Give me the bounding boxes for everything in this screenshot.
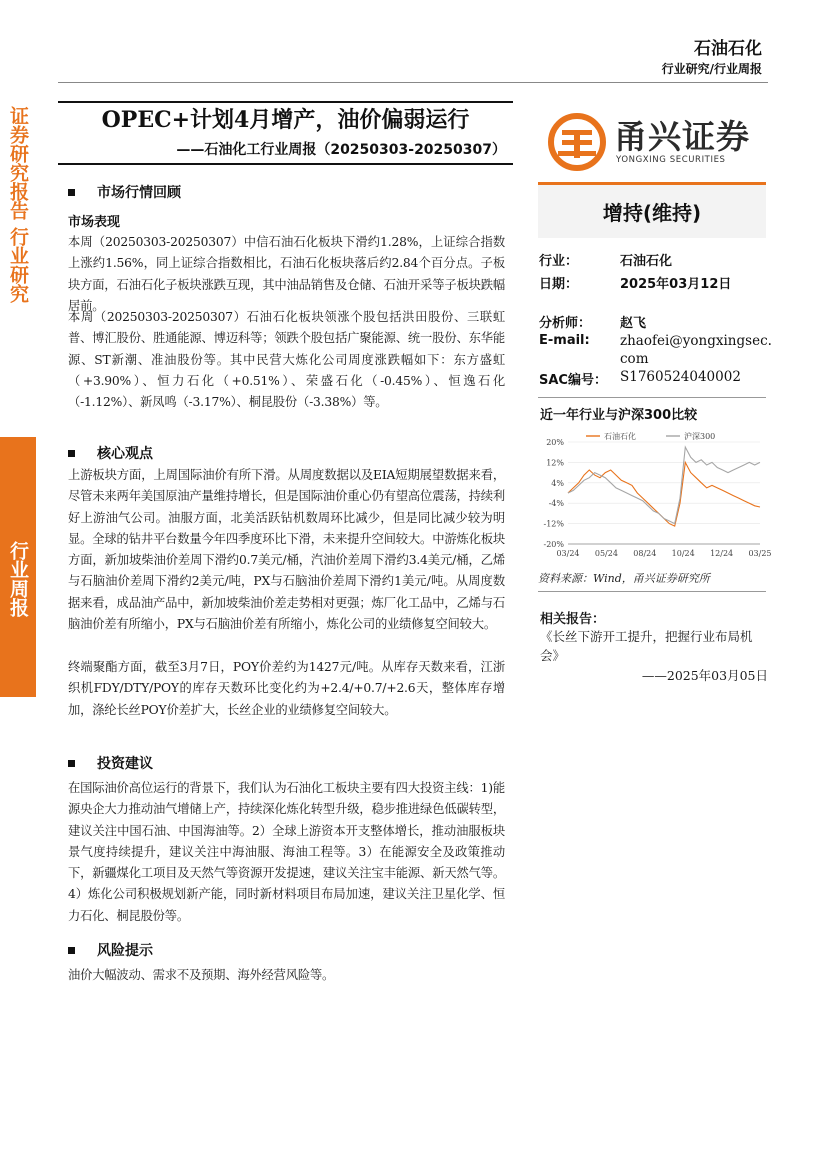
chart-y-tick-label: -12%	[543, 519, 564, 529]
chart-x-tick-label: 10/24	[671, 549, 695, 558]
core-view-paragraph-2: 终端聚酯方面，截至3月7日，POY价差约为1427元/吨。从库存天数来看，江浙织机FDY/DTY/POY的库存天数环比变化约为+2.4/+0.7/+2.6天，整体库存增加，涤纶长丝POY价差扩大，长丝企业的业绩修复空间较大。	[68, 660, 505, 717]
chart-y-tick-label: -4%	[548, 499, 564, 509]
title-bottom-rule	[58, 163, 513, 165]
side-banner-bottom	[0, 437, 36, 697]
related-report-link[interactable]: 《长丝下游开工提升，把握行业布局机会》	[540, 629, 753, 663]
section-heading: 风险提示	[97, 943, 153, 959]
logo-mark-icon	[548, 113, 606, 171]
logo-text-en: YONGXING SECURITIES	[616, 155, 726, 165]
chart-bottom-rule	[538, 591, 766, 592]
chart-series-line	[568, 462, 760, 526]
related-title: 相关报告：	[540, 612, 606, 627]
chart-x-tick-label: 03/24	[556, 549, 580, 558]
rating-box	[538, 182, 766, 238]
section-risk	[68, 940, 153, 960]
bullet-square-icon	[68, 760, 75, 767]
chart-top-rule	[538, 397, 766, 398]
chart-y-tick-label: 20%	[546, 438, 564, 447]
chart-x-tick-label: 12/24	[710, 549, 734, 558]
rating-value: 增持(维持)	[602, 201, 702, 225]
chart-x-tick-label: 03/25	[748, 549, 772, 558]
sac-value: S1760524040002	[620, 369, 741, 385]
chart-source: 资料来源：Wind，甬兴证券研究所	[538, 572, 710, 585]
analyst-label: 分析师：	[539, 316, 592, 331]
section-market-review	[68, 182, 181, 202]
section-heading: 市场行情回顾	[97, 185, 181, 201]
email-label: E-mail:	[539, 333, 590, 348]
related-report-date: ——2025年03月05日	[641, 668, 768, 683]
section-heading: 投资建议	[97, 756, 153, 772]
side-banner-bottom-text: 行业周报	[7, 541, 29, 617]
page-title: OPEC+计划4月增产，油价偏弱运行	[101, 107, 470, 133]
industry-value: 石油石化	[620, 254, 673, 269]
section-core-view	[68, 443, 153, 463]
company-logo	[548, 113, 750, 171]
chart-y-tick-label: 4%	[551, 478, 564, 488]
chart-legend-label: 石油石化	[604, 432, 636, 441]
bullet-square-icon	[68, 947, 75, 954]
core-view-paragraph-1: 上游板块方面，上周国际油价有所下滑。从周度数据以及EIA短期展望数据来看，尽管未来两年美国原油产量维持增长，但是国际油价重心仍有望高位震荡，持续利好上游油气公司。油服方面，北美活跃钻机数周环比减少，但是同比减少较为明显。全球的钻井平台数量今年四季度环比下滑，未来提升空间较大。中游炼化板块方面，新加坡柴油价差周下滑约0.7美元/桶，汽油价差周下滑约3.4美元/桶，乙烯与石脑油价差周下滑约2美元/吨，PX与石脑油价差周下滑约1美元/吨。从周度数据来看，成品油产品中，新加坡柴油价差走势相对更强；炼厂化工品中，乙烯与石脑油价差有所缩小，PX与石脑油价差有所缩小，炼化公司的业绩修复空间较大。	[68, 468, 505, 632]
side-banner-top	[0, 106, 36, 406]
investment-paragraph: 在国际油价高位运行的背景下，我们认为石油化工板块主要有四大投资主线：1)能源央企大力推动油气增储上产，持续深化炼化转型升级，稳步推进绿色低碳转型，建议关注中国石油、中国海油等。2）全球上游资本开支整体增长，推动油服板块景气度持续提升，建议关注中海油服、海油工程等。3）在能源安全及政策推动下，新疆煤化工项目及天然气等资源开发提速，建议关注宝丰能源、新天然气等。4）炼化公司积极规划新产能，同时新材料项目布局加速，建议关注卫星化学、恒力石化、桐昆股份等。	[68, 781, 505, 923]
chart-x-tick-label: 05/24	[594, 549, 618, 558]
chart-y-tick-label: -20%	[543, 540, 564, 549]
chart-y-tick-label: 12%	[546, 458, 564, 468]
side-banner-top-text: 证券研究报告 行业研究	[7, 106, 29, 303]
analyst-value: 赵飞	[620, 316, 647, 331]
chart-series-line	[568, 447, 760, 523]
email-value-line1[interactable]: zhaofei@yongxingsec.	[620, 333, 772, 349]
header-divider	[58, 82, 768, 83]
header-sector: 石油石化	[694, 39, 762, 59]
industry-label: 行业：	[539, 254, 579, 269]
comparison-chart	[538, 426, 772, 564]
chart-x-tick-label: 08/24	[633, 549, 657, 558]
bullet-square-icon	[68, 450, 75, 457]
chart-legend-label: 沪深300	[684, 432, 716, 441]
header-report-type: 行业研究/行业周报	[661, 62, 762, 76]
chart-title: 近一年行业与沪深300比较	[540, 408, 698, 423]
market-performance-subheading: 市场表现	[68, 215, 121, 230]
date-value: 2025年03月12日	[620, 277, 732, 292]
risk-paragraph: 油价大幅波动、需求不及预期、海外经营风险等。	[68, 968, 335, 982]
market-review-paragraph-2: 本周（20250303-20250307）石油石化板块领涨个股包括洪田股份、三联虹普、博汇股份、胜通能源、博迈科等；领跌个股包括广聚能源、统一股份、东华能源、ST新潮、准油股份等。其中民营大炼化公司周度涨跌幅如下：东方盛虹（+3.90%）、恒力石化（+0.51%）、荣盛石化（-0.45%）、恒逸石化（-1.12%）、新凤鸣（-3.17%）、桐昆股份（-3.38%）等。	[68, 310, 505, 410]
logo-text-cn: 甬兴证券	[614, 117, 750, 156]
page-subtitle: ——石油化工行业周报（20250303-20250307）	[176, 142, 506, 158]
sac-label: SAC编号：	[539, 373, 607, 388]
section-investment	[68, 753, 153, 773]
section-heading: 核心观点	[97, 446, 153, 462]
date-label: 日期：	[539, 277, 579, 292]
market-review-paragraph-1: 本周（20250303-20250307）中信石油石化板块下滑约1.28%，上证综合指数上涨约1.56%，同上证综合指数相比，石油石化板块落后约2.84个百分点。子板块方面，石油石化子板块涨跌互现，其中油品销售及仓储、石油开采等子板块跌幅居前。	[68, 235, 505, 313]
email-value-line2[interactable]: com	[620, 351, 649, 367]
bullet-square-icon	[68, 189, 75, 196]
